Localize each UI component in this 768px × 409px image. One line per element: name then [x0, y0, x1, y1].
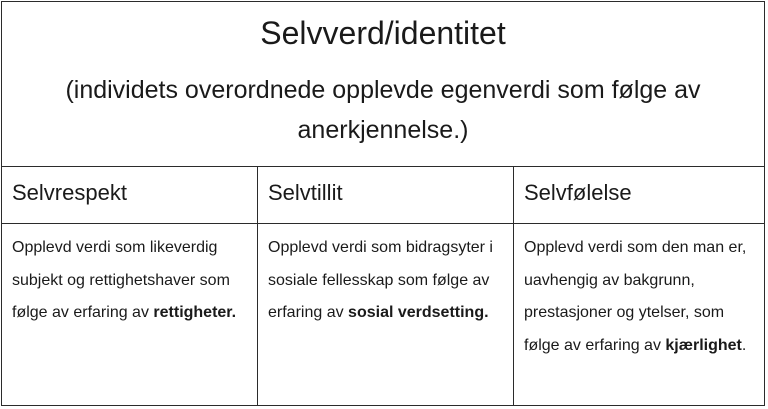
column-description — [2, 224, 257, 330]
column-selvfolelse — [514, 166, 764, 405]
column-heading: Selvtillit — [258, 166, 513, 224]
description-emphasis: kjærlighet — [665, 336, 742, 354]
column-description — [514, 224, 764, 362]
description-text: Opplevd verdi som den man er, uavhengig av bakgrunn, prestasjoner og ytelser, som følge av erfaring av — [524, 239, 747, 354]
column-heading: Selvfølelse — [514, 166, 764, 224]
description-text: Opplevd verdi som likeverdig subjekt og rettighetshaver som følge av erfaring av — [12, 239, 230, 321]
identity-table — [1, 1, 765, 406]
table-subtitle: (individets overordnede opplevde egenverdi som følge av anerkjennelse.) — [65, 76, 701, 144]
column-selvtillit — [258, 166, 514, 405]
description-emphasis: sosial verdsetting. — [348, 304, 489, 321]
table-header-cell — [2, 2, 764, 167]
table-title: Selvverd/identitet — [260, 15, 506, 51]
description-emphasis: rettigheter. — [153, 304, 237, 321]
description-suffix: . — [741, 336, 747, 354]
column-selvrespekt — [2, 166, 258, 405]
column-heading: Selvrespekt — [2, 166, 257, 224]
description-text: Opplevd verdi som bidragsyter i sosiale fellesskap som følge av erfaring av — [268, 239, 493, 321]
column-description — [258, 224, 513, 330]
